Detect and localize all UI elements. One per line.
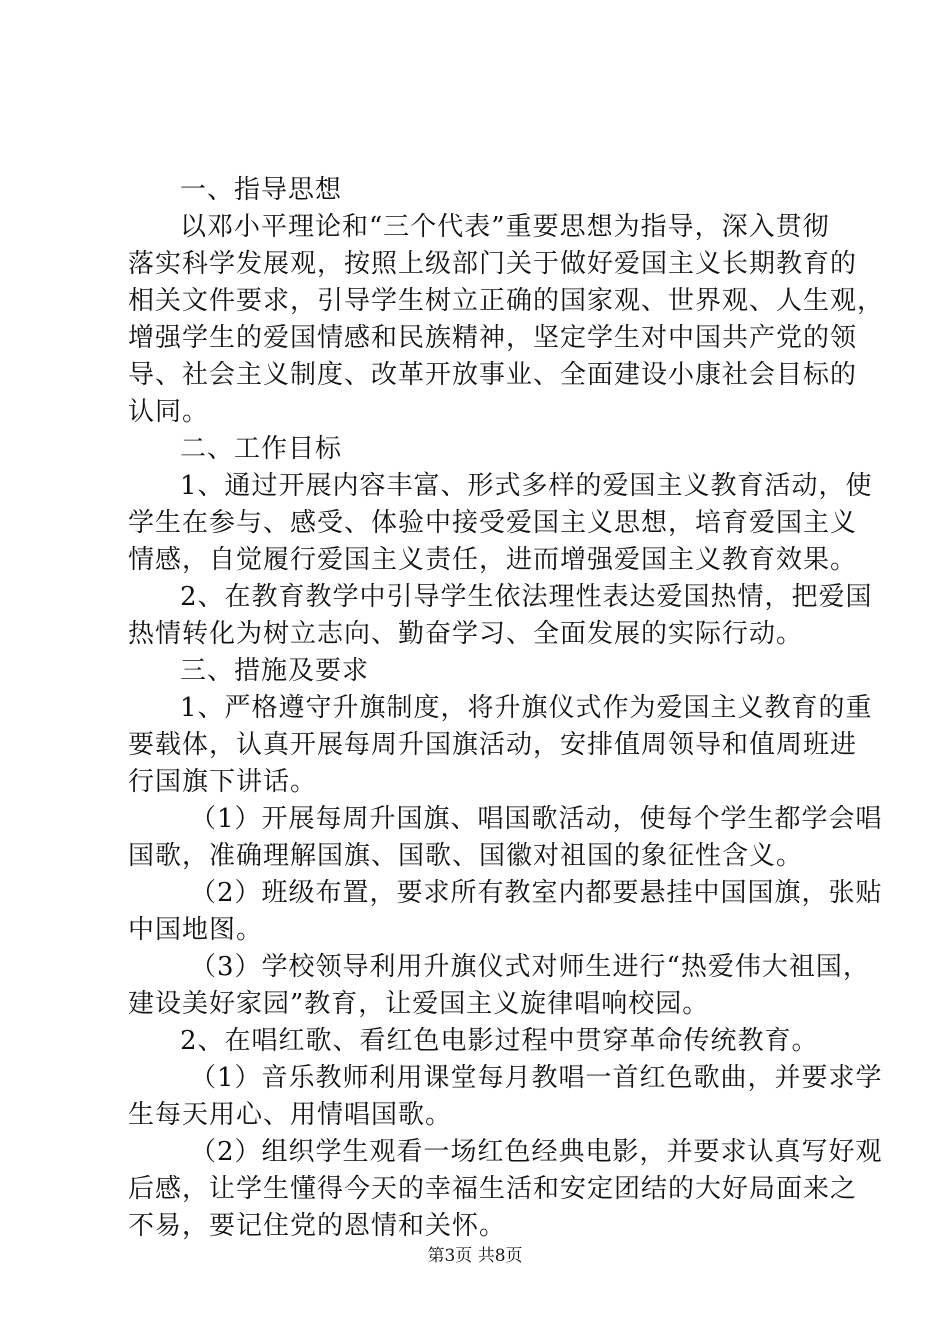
section-heading: 三、措施及要求 (180, 656, 370, 686)
paragraph-line: 2、在唱红歌、看红色电影过程中贯穿革命传统教育。 (180, 1026, 819, 1056)
paragraph-line: （1）音乐教师利用课堂每月教唱一首红色歌曲，并要求学 (190, 1063, 883, 1093)
paragraph-line: 以邓小平理论和“三个代表”重要思想为指导，深入贯彻 (180, 212, 830, 242)
paragraph-line: 落实科学发展观，按照上级部门关于做好爱国主义长期教育的 (128, 249, 858, 279)
paragraph-line: （3）学校领导利用升旗仪式对师生进行“热爱伟大祖国， (190, 952, 870, 982)
paragraph-line: 生每天用心、用情唱国歌。 (128, 1100, 453, 1130)
paragraph-line: （2）组织学生观看一场红色经典电影，并要求认真写好观 (190, 1137, 883, 1167)
page-footer: 第3页 共8页 (427, 1246, 523, 1266)
section-heading: 一、指导思想 (180, 175, 343, 205)
paragraph-line: 热情转化为树立志向、勤奋学习、全面发展的实际行动。 (128, 619, 804, 649)
paragraph-line: （2）班级布置，要求所有教室内都要悬挂中国国旗，张贴 (190, 878, 883, 908)
paragraph-line: 国歌，准确理解国旗、国歌、国徽对祖国的象征性含义。 (128, 841, 804, 871)
paragraph-line: 认同。 (128, 397, 210, 427)
paragraph-line: 情感，自觉履行爱国主义责任，进而增强爱国主义教育效果。 (128, 545, 858, 575)
paragraph-line: 2、在教育教学中引导学生依法理性表达爱国热情，把爱国 (180, 582, 873, 612)
paragraph-line: 建设美好家园”教育，让爱国主义旋律唱响校园。 (128, 989, 710, 1019)
paragraph-line: 行国旗下讲话。 (128, 767, 318, 797)
paragraph-line: （1）开展每周升国旗、唱国歌活动，使每个学生都学会唱 (190, 804, 883, 834)
paragraph-line: 增强学生的爱国情感和民族精神，坚定学生对中国共产党的领 (128, 323, 858, 353)
paragraph-line: 中国地图。 (128, 915, 264, 945)
paragraph-line: 学生在参与、感受、体验中接受爱国主义思想，培育爱国主义 (128, 508, 858, 538)
paragraph-line: 1、通过开展内容丰富、形式多样的爱国主义教育活动，使 (180, 471, 873, 501)
paragraph-line: 后感，让学生懂得今天的幸福生活和安定团结的大好局面来之 (128, 1174, 858, 1204)
paragraph-line: 导、社会主义制度、改革开放事业、全面建设小康社会目标的 (128, 360, 858, 390)
paragraph-line: 1、严格遵守升旗制度，将升旗仪式作为爱国主义教育的重 (180, 693, 873, 723)
paragraph-line: 要载体，认真开展每周升国旗活动，安排值周领导和值周班进 (128, 730, 858, 760)
paragraph-line: 不易，要记住党的恩情和关怀。 (128, 1211, 507, 1241)
section-heading: 二、工作目标 (180, 434, 343, 464)
paragraph-line: 相关文件要求，引导学生树立正确的国家观、世界观、人生观， (128, 286, 885, 316)
